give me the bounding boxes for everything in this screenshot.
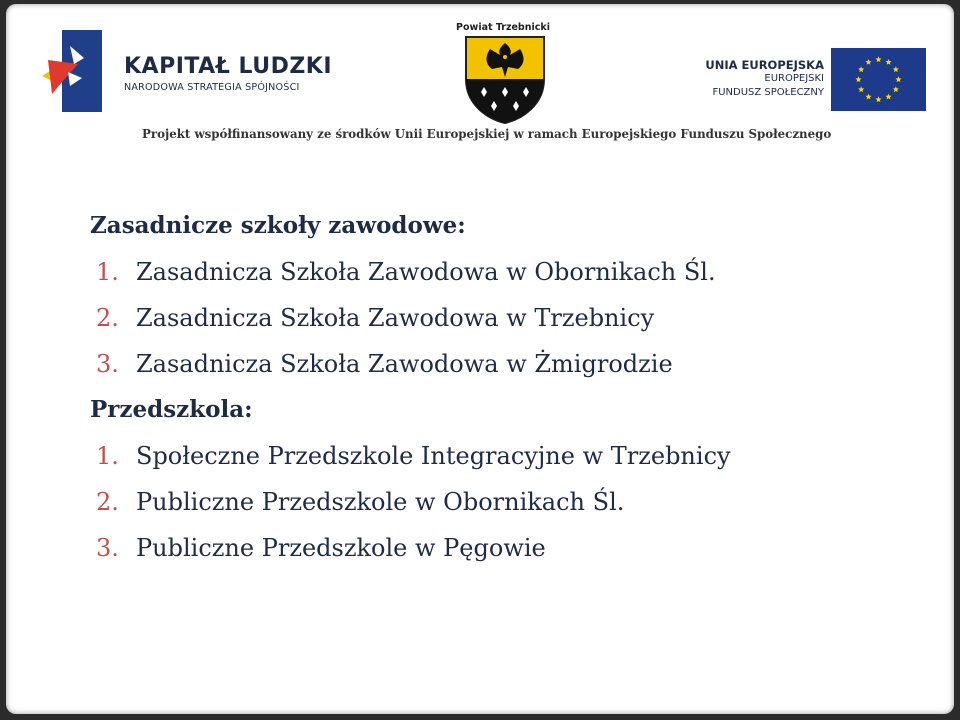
eu-flag-icon xyxy=(831,48,926,111)
item-label: Społeczne Przedszkole Integracyjne w Trzebnicy xyxy=(136,442,731,470)
list-item xyxy=(90,295,930,341)
item-number: 2. xyxy=(96,488,119,516)
item-number: 1. xyxy=(96,258,119,286)
kapital-ludzki-text xyxy=(124,54,332,93)
item-number: 3. xyxy=(96,534,119,562)
item-label: Zasadnicza Szkoła Zawodowa w Trzebnicy xyxy=(136,304,655,332)
eu-fund-text xyxy=(666,58,824,100)
kapital-ludzki-subtitle: NARODOWA STRATEGIA SPÓJNOŚCI xyxy=(124,82,300,93)
list-item xyxy=(90,479,930,525)
content-list xyxy=(90,203,930,571)
item-label: Publiczne Przedszkole w Obornikach Śl. xyxy=(136,488,625,516)
item-label: Publiczne Przedszkole w Pęgowie xyxy=(136,534,546,562)
eu-line-3: FUNDUSZ SPOŁECZNY xyxy=(712,87,824,98)
kapital-ludzki-logo xyxy=(40,24,110,118)
project-cofinanced-line: Projekt współfinansowany ze środków Unii Europejskiej w ramach Europejskiego Funduszu Społecznego xyxy=(142,127,832,141)
item-number: 3. xyxy=(96,350,119,378)
crest-label: Powiat Trzebnicki xyxy=(456,22,550,33)
list-item xyxy=(90,525,930,571)
list-item xyxy=(90,341,930,387)
kapital-ludzki-title: KAPITAŁ LUDZKI xyxy=(124,54,333,79)
item-label: Zasadnicza Szkoła Zawodowa w Obornikach Śl. xyxy=(136,258,716,286)
section-heading-kindergartens: Przedszkola: xyxy=(90,396,253,423)
list-item xyxy=(90,433,930,479)
eu-line-2: EUROPEJSKI xyxy=(764,73,824,84)
item-number: 2. xyxy=(96,304,119,332)
section-heading-vocational: Zasadnicze szkoły zawodowe: xyxy=(90,212,466,239)
powiat-crest-icon xyxy=(462,35,548,125)
item-label: Zasadnicza Szkoła Zawodowa w Żmigrodzie xyxy=(136,350,673,378)
eu-line-1: UNIA EUROPEJSKA xyxy=(705,58,824,72)
item-number: 1. xyxy=(96,442,119,470)
list-item xyxy=(90,249,930,295)
slide xyxy=(6,4,954,714)
